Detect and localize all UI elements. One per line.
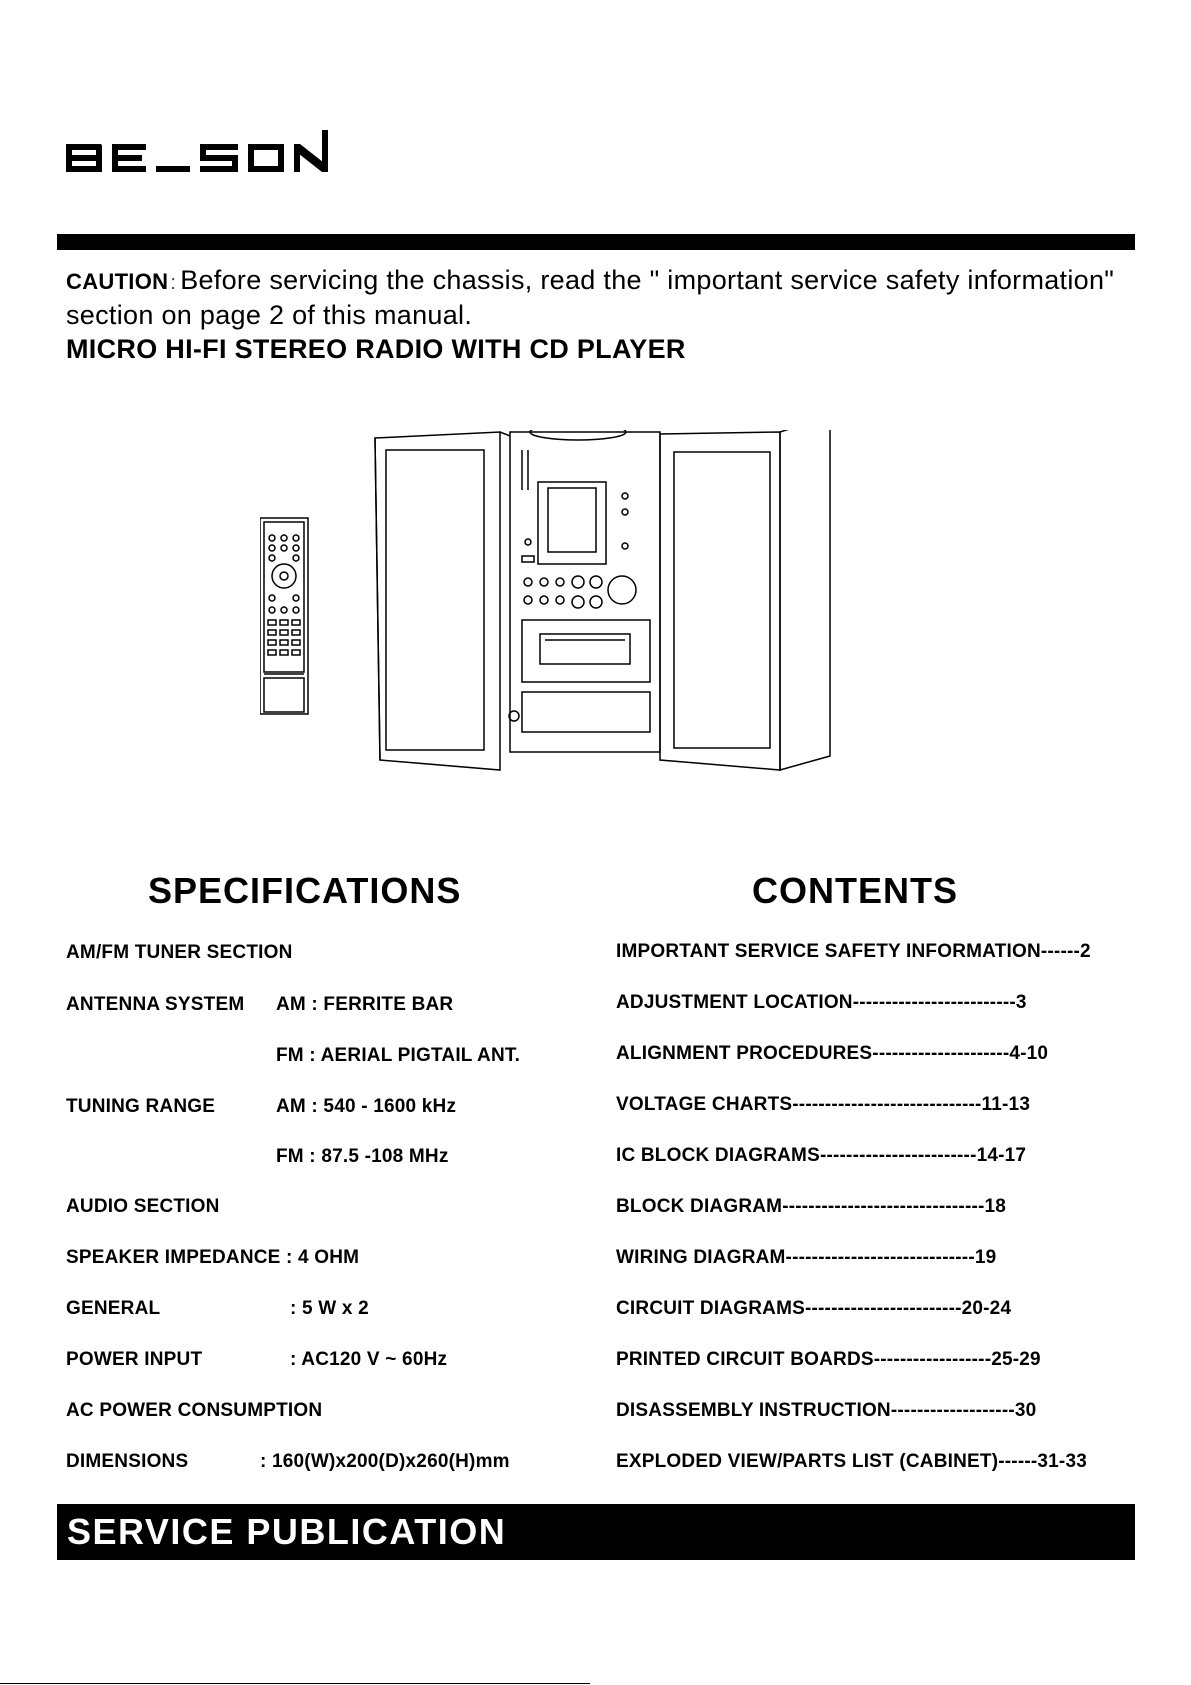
spec-speaker-impedance: SPEAKER IMPEDANCE : 4 OHM: [66, 1247, 360, 1268]
caution-label: CAUTION: [66, 269, 169, 294]
contents-item: CIRCUIT DIAGRAMS------------------------20-24: [616, 1298, 1012, 1319]
spec-power-input-value: : AC120 V ~ 60Hz: [290, 1349, 448, 1370]
spec-tuning-label: TUNING RANGE: [66, 1096, 216, 1117]
spec-tuning-fm: FM : 87.5 -108 MHz: [276, 1146, 449, 1167]
contents-item: PRINTED CIRCUIT BOARDS------------------25-29: [616, 1349, 1041, 1370]
spec-power-input-label: POWER INPUT: [66, 1349, 203, 1370]
spec-general-label: GENERAL: [66, 1298, 161, 1319]
contents-item: ADJUSTMENT LOCATION-------------------------3: [616, 992, 1027, 1013]
service-publication-text: SERVICE PUBLICATION: [67, 1511, 507, 1552]
contents-item: VOLTAGE CHARTS-----------------------------11-13: [616, 1094, 1031, 1115]
spec-ac-power-consumption: AC POWER CONSUMPTION: [66, 1400, 323, 1421]
footer-rule: [0, 1683, 590, 1684]
contents-item: BLOCK DIAGRAM-------------------------------18: [616, 1196, 1007, 1217]
caution-notice: [66, 264, 1136, 331]
spec-general-value: : 5 W x 2: [290, 1298, 369, 1319]
contents-item: IC BLOCK DIAGRAMS------------------------14-17: [616, 1145, 1027, 1166]
contents-item: ALIGNMENT PROCEDURES---------------------4-10: [616, 1043, 1049, 1064]
header-rule: [57, 234, 1135, 250]
spec-antenna-label: ANTENNA SYSTEM: [66, 994, 245, 1015]
contents-item: WIRING DIAGRAM-----------------------------19: [616, 1247, 997, 1268]
contents-title: CONTENTS: [752, 870, 958, 911]
spec-audio-section: AUDIO SECTION: [66, 1196, 220, 1217]
service-publication-banner: [57, 1504, 1135, 1560]
belson-logo: [66, 130, 336, 178]
stereo-system-illustration: [260, 430, 910, 790]
spec-antenna-fm: FM : AERIAL PIGTAIL ANT.: [276, 1045, 521, 1066]
contents-item: EXPLODED VIEW/PARTS LIST (CABINET)------31-33: [616, 1451, 1087, 1472]
contents-item: IMPORTANT SERVICE SAFETY INFORMATION------2: [616, 941, 1091, 962]
remote-control-icon: [260, 518, 308, 714]
caution-text: Before servicing the chassis, read the " important service safety information" section on page 2 of this manual.: [66, 265, 1115, 330]
product-title: MICRO HI-FI STEREO RADIO WITH CD PLAYER: [66, 334, 686, 364]
right-speaker-icon: [660, 430, 830, 770]
spec-dimensions-value: : 160(W)x200(D)x260(H)mm: [260, 1451, 510, 1472]
spec-tuner-section: AM/FM TUNER SECTION: [66, 942, 293, 963]
main-unit-icon: [509, 430, 660, 752]
caution-separator: :: [170, 272, 177, 294]
spec-tuning-am: AM : 540 - 1600 kHz: [276, 1096, 457, 1117]
contents-item: DISASSEMBLY INSTRUCTION-------------------30: [616, 1400, 1037, 1421]
spec-dimensions-label: DIMENSIONS: [66, 1451, 189, 1472]
specifications-title: SPECIFICATIONS: [148, 870, 462, 911]
spec-antenna-am: AM : FERRITE BAR: [276, 994, 454, 1015]
left-speaker-icon: [375, 432, 510, 770]
